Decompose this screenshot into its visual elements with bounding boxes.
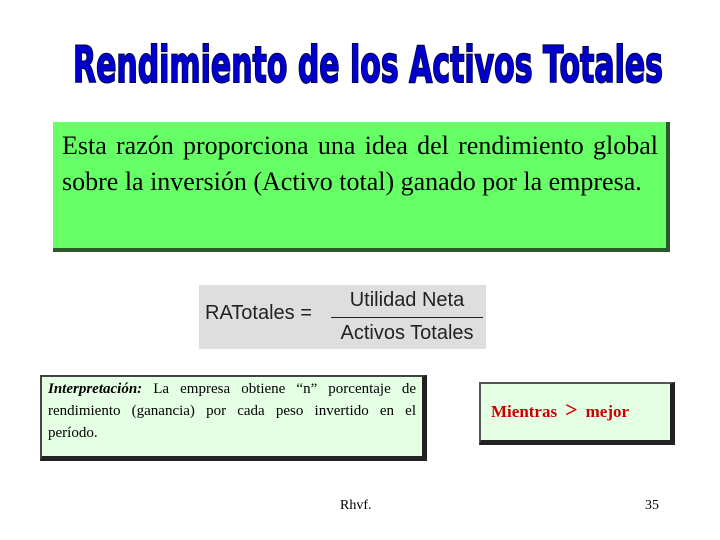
interpretation-text-block bbox=[48, 378, 416, 444]
comparison-right: mejor bbox=[585, 402, 630, 421]
formula-panel bbox=[199, 285, 486, 349]
greater-than-symbol: > bbox=[565, 397, 578, 422]
formula-lhs: RATotales = bbox=[205, 302, 312, 324]
page-number: 35 bbox=[645, 498, 659, 513]
comparison-left: Mientras bbox=[491, 402, 558, 421]
interpretation-body: La empresa obtiene “n” porcentaje de rendimiento (ganancia) por cada peso invertido en el período. bbox=[48, 381, 416, 441]
slide-title-graphic bbox=[0, 0, 720, 110]
footer-author: Rhvf. bbox=[340, 498, 372, 513]
slide-title: Rendimiento de los Activos Totales bbox=[73, 36, 663, 94]
comparison-text bbox=[491, 397, 629, 423]
interpretation-label: Interpretación: bbox=[48, 381, 143, 397]
formula-numerator: Utilidad Neta bbox=[349, 289, 465, 311]
description-text: Esta razón proporciona una idea del rendimiento global sobre la inversión (Activo total) ganado por la empresa. bbox=[62, 131, 658, 196]
formula-fraction-bar bbox=[331, 317, 483, 318]
formula-denominator: Activos Totales bbox=[340, 322, 474, 344]
